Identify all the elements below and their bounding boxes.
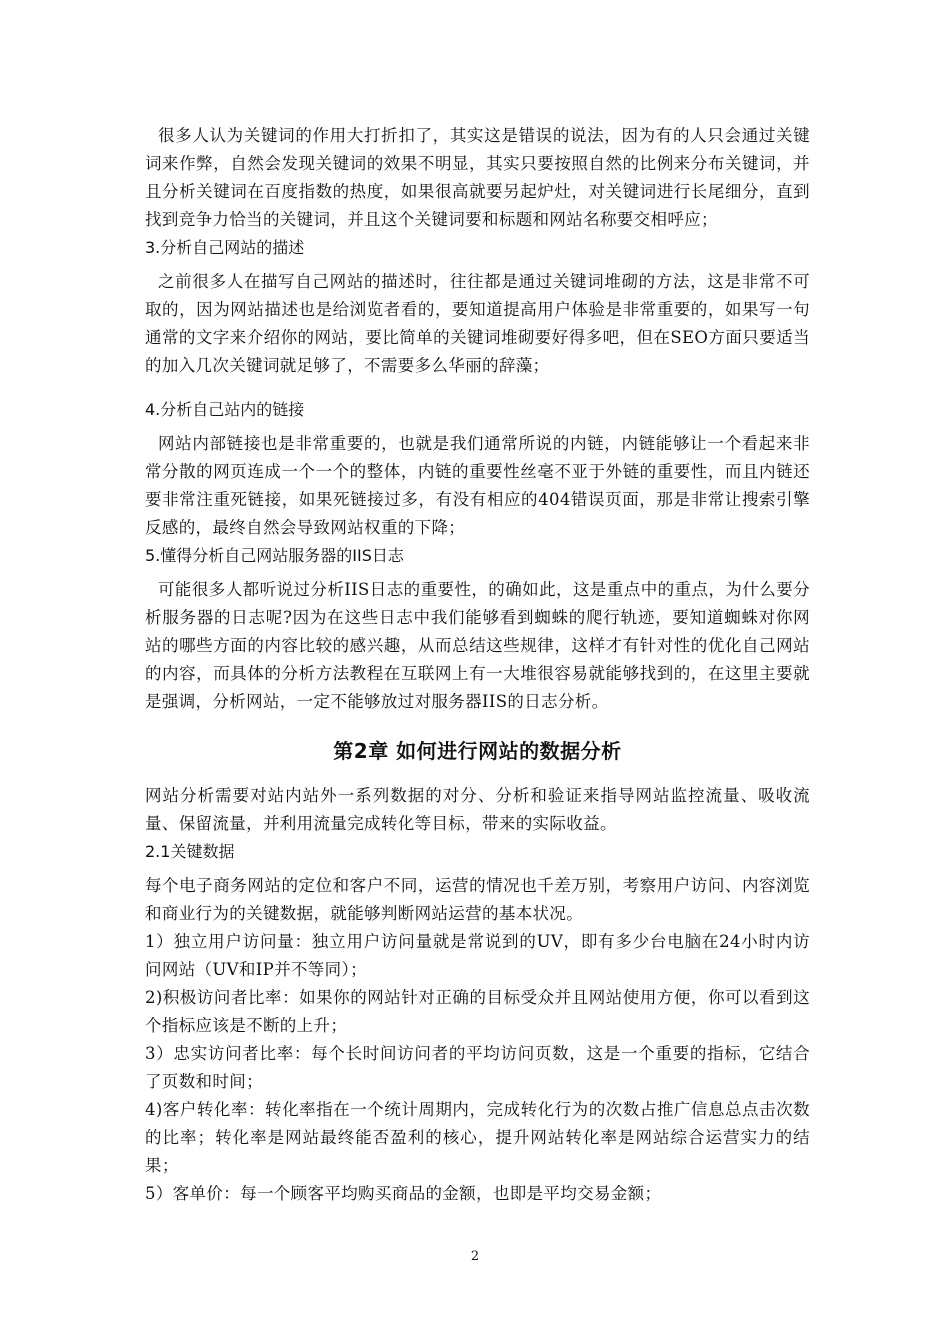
list-item-conversion-rate: 4)客户转化率：转化率指在一个统计周期内，完成转化行为的次数占推广信息总点击次数的比率；转化率是网站最终能否盈利的核心，提升网站转化率是网站综合运营实力的结果； (145, 1100, 810, 1175)
list-item-active-visitors: 2)积极访问者比率：如果你的网站针对正确的目标受众并且网站使用方便，你可以看到这个指标应该是不断的上升； (145, 988, 810, 1035)
paragraph-internal-links: 网站内部链接也是非常重要的，也就是我们通常所说的内链，内链能够让一个看起来非常分散的网页连成一个一个的整体，内链的重要性丝毫不亚于外链的重要性，而且内链还要非常注重死链接，如果死链接过多，有没有相应的404错误页面，那是非常让搜索引擎反感的，最终自然会导致网站权重的下降； (145, 434, 810, 537)
heading-internal-links: 4.分析自己站内的链接 (145, 400, 305, 419)
list-item-average-order-value: 5）客单价：每一个顾客平均购买商品的金额，也即是平均交易金额； (145, 1184, 662, 1203)
chapter-title: 第2章 如何进行网站的数据分析 (333, 739, 622, 763)
heading-site-description: 3.分析自己网站的描述 (145, 238, 305, 257)
paragraph-iis-logs: 可能很多人都听说过分析IIS日志的重要性，的确如此，这是重点中的重点，为什么要分析服务器的日志呢?因为在这些日志中我们能够看到蜘蛛的爬行轨迹，要知道蜘蛛对你网站的哪些方面的内容比较的感兴趣，从而总结这些规律，这样才有针对性的优化自己网站的内容，而具体的分析方法教程在互联网上有一大堆很容易就能够找到的，在这里主要就是强调，分析网站，一定不能够放过对服务器IIS的日志分析。 (145, 580, 810, 711)
paragraph-keyword-usage: 很多人认为关键词的作用大打折扣了，其实这是错误的说法，因为有的人只会通过关键词来作弊，自然会发现关键词的效果不明显，其实只要按照自然的比例来分布关键词，并且分析关键词在百度指数的热度，如果很高就要另起炉灶，对关键词进行长尾细分，直到找到竞争力恰当的关键词，并且这个关键词要和标题和网站名称要交相呼应； (145, 126, 810, 229)
page-number: 2 (470, 1249, 480, 1264)
list-item-uv: 1）独立用户访问量：独立用户访问量就是常说到的UV，即有多少台电脑在24小时内访问网站（UV和IP并不等同）； (145, 932, 810, 979)
section-title-key-data: 2.1关键数据 (145, 842, 235, 861)
page-content (145, 122, 810, 1208)
heading-iis-logs: 5.懂得分析自己网站服务器的IIS日志 (145, 546, 404, 565)
paragraph-chapter-intro: 网站分析需要对站内站外一系列数据的对分、分析和验证来指导网站监控流量、吸收流量、保留流量，并利用流量完成转化等目标，带来的实际收益。 (145, 786, 810, 833)
paragraph-site-description: 之前很多人在描写自己网站的描述时，往往都是通过关键词堆砌的方法，这是非常不可取的，因为网站描述也是给浏览者看的，要知道提高用户体验是非常重要的，如果写一句通常的文字来介绍你的网站，要比简单的关键词堆砌要好得多吧，但在SEO方面只要适当的加入几次关键词就足够了，不需要多么华丽的辞藻； (145, 272, 810, 375)
paragraph-section-intro: 每个电子商务网站的定位和客户不同，运营的情况也千差万别，考察用户访问、内容浏览和商业行为的关键数据，就能够判断网站运营的基本状况。 (145, 876, 810, 923)
list-item-loyal-visitors: 3）忠实访问者比率：每个长时间访问者的平均访问页数，这是一个重要的指标，它结合了页数和时间； (145, 1044, 810, 1091)
